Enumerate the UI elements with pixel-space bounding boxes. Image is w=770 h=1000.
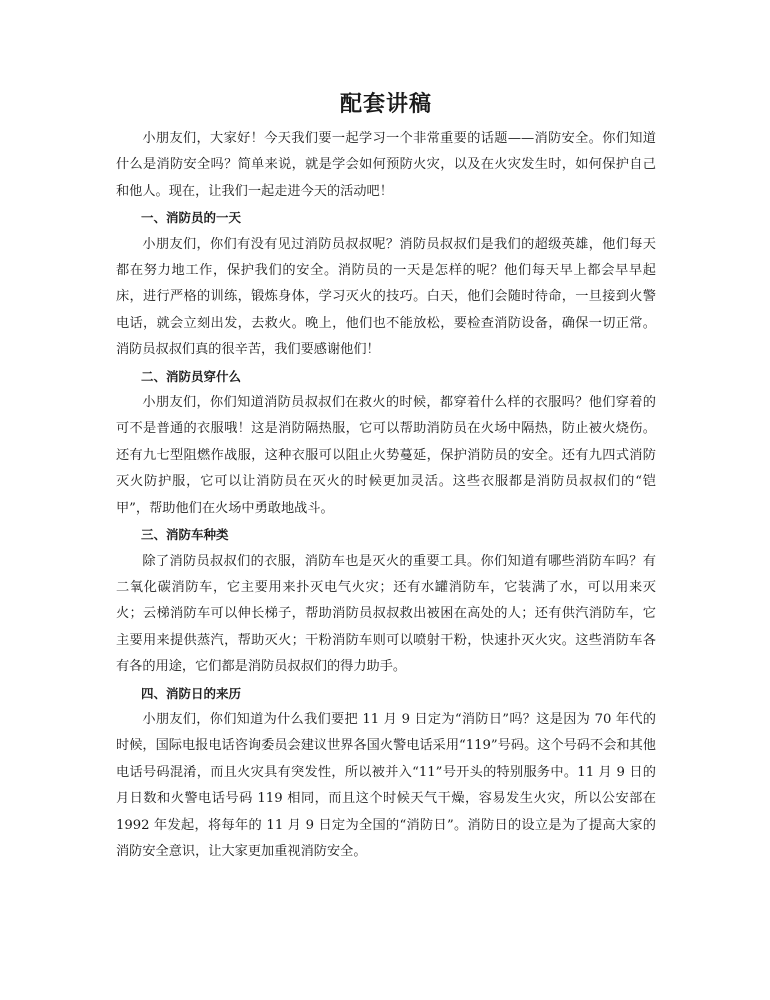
section-firefighter-clothing — [116, 364, 656, 522]
section-body: 除了消防员叔叔们的衣服，消防车也是灭火的重要工具。你们知道有哪些消防车吗？有二氧化碳消防车，它主要用来扑灭电气火灾；还有水罐消防车，它装满了水，可以用来灭火；云梯消防车可以伸长梯子，帮助消防员叔叔救出被困在高处的人；还有供汽消防车，它主要用来提供蒸汽，帮助灭火；干粉消防车则可以喷射干粉，快速扑灭火灾。这些消防车各有各的用途，它们都是消防员叔叔们的得力助手。 — [116, 553, 656, 675]
section-body: 小朋友们，你们知道消防员叔叔们在救火的时候，都穿着什么样的衣服吗？他们穿着的可不是普通的衣服哦！这是消防隔热服，它可以帮助消防员在火场中隔热，防止被火烧伤。还有九七型阻燃作战服，这种衣服可以阻止火势蔓延，保护消防员的安全。还有九四式消防灭火防护服，它可以让消防员在灭火的时候更加灵活。这些衣服都是消防员叔叔们的“铠甲”，帮助他们在火场中勇敢地战斗。 — [116, 395, 656, 516]
section-heading: 一、消防员的一天 — [141, 210, 242, 226]
section-heading: 三、消防车种类 — [141, 527, 229, 543]
section-heading: 四、消防日的来历 — [141, 685, 242, 701]
section-body: 小朋友们，你们有没有见过消防员叔叔呢？消防员叔叔们是我们的超级英雄，他们每天都在努力地工作，保护我们的安全。消防员的一天是怎样的呢？他们每天早上都会早早起床，进行严格的训练，锻炼身体，学习灭火的技巧。白天，他们会随时待命，一旦接到火警电话，就会立刻出发，去救火。晚上，他们也不能放松，要检查消防设备，确保一切正常。消防员叔叔们真的很辛苦，我们要感谢他们！ — [116, 236, 656, 358]
section-body: 小朋友们，你们知道为什么我们要把 11 月 9 日定为“消防日”吗？这是因为 70 年代的时候，国际电报电话咨询委员会建议世界各国火警电话采用“119”号码。这个号码不会和其他电话号码混淆，而且火灾具有突发性，所以被并入“11”号开头的特别服务中。11 月 9 日的月日数和火警电话号码 119 相同，而且这个时候天气干燥，容易发生火灾，所以公安部在 1992 年发起，将每年的 11 月 9 日定为全国的“消防日”。消防日的设立是为了提高大家的消防安全意识，让大家更加重视消防安全。 — [116, 711, 656, 859]
document-title: 配套讲稿 — [339, 92, 432, 117]
intro-paragraph: 小朋友们，大家好！今天我们要一起学习一个非常重要的话题——消防安全。你们知道什么是消防安全吗？简单来说，就是学会如何预防火灾，以及在火灾发生时，如何保护自己和他人。现在，让我们一起走进今天的活动吧！ — [116, 131, 656, 199]
section-heading: 二、消防员穿什么 — [141, 368, 242, 384]
section-fire-truck-types — [116, 522, 656, 680]
document-page — [116, 90, 656, 865]
section-fire-day-origin — [116, 681, 656, 866]
section-firefighter-day — [116, 205, 656, 363]
